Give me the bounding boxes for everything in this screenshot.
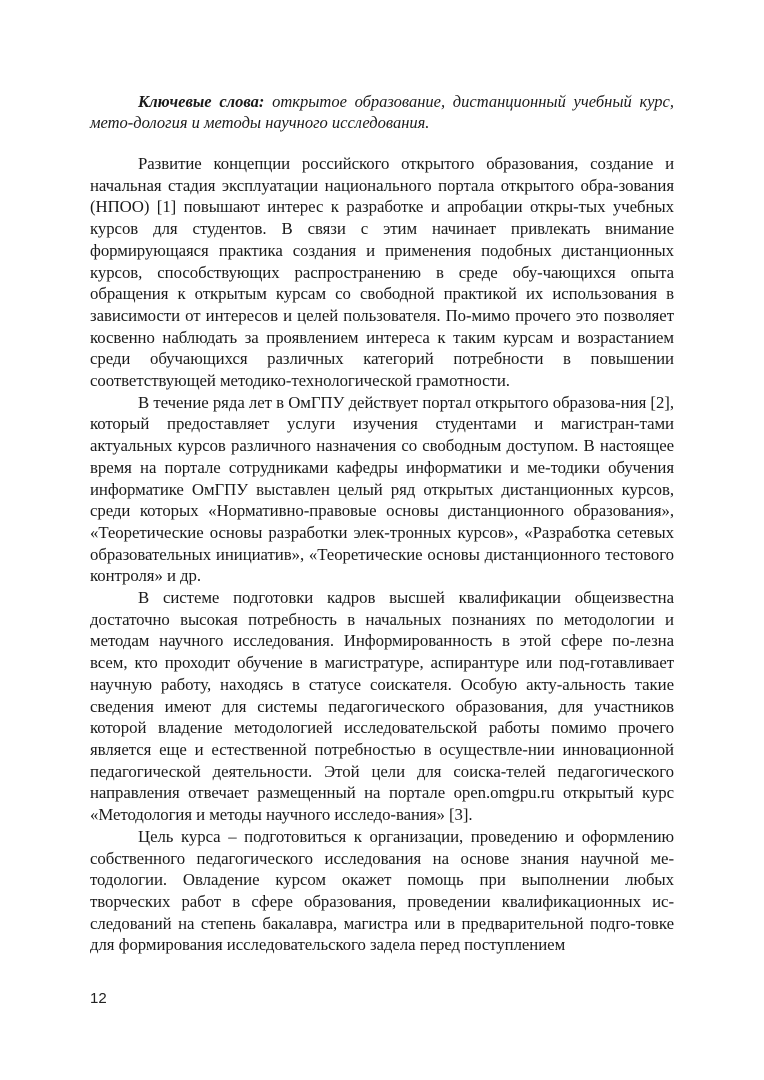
paragraph-1: Развитие концепции российского открытого образования, создание и начальная стадия эксплуатации национального портала открытого обра-зования (НПОО) [1] повышают интерес к разработке и апробации откры-тых учебных курсов для студентов. В связи с этим начинает привлекать внимание формирующаяся практика создания и применения подобных дистанционных курсов, способствующих распространению в среде обу-чающихся опыта обращения к открытым курсам со свободной практикой их использования в зависимости от интересов и целей пользователя. По-мимо прочего это позволяет косвенно наблюдать за проявлением интереса к таким курсам и возрастанием среди обучающихся различных категорий потребности в повышении соответствующей методико-технологической грамотности. <box>90 154 674 391</box>
keywords-text: открытое образование, дистанционный учебный курс, мето-дология и методы научного исследования. <box>90 92 674 132</box>
keywords-line <box>90 92 674 133</box>
paragraph-2: В течение ряда лет в ОмГПУ действует портал открытого образова-ния [2], который предоставляет услуги изучения студентами и магистран-тами актуальных курсов различного назначения со свободным доступом. В настоящее время на портале сотрудниками кафедры информатики и ме-тодики обучения информатике ОмГПУ выставлен целый ряд открытых дистанционных курсов, среди которых «Нормативно-правовые основы дистанционного образования», «Теоретические основы разработки элек-тронных курсов», «Разработка сетевых образовательных инициатив», «Теоретические основы дистанционного тестового контроля» и др. <box>90 392 674 586</box>
page-content <box>90 92 674 956</box>
page-number: 12 <box>90 990 107 1007</box>
paragraph-3: В системе подготовки кадров высшей квалификации общеизвестна достаточно высокая потребность в начальных познаниях по методологии и методам научного исследования. Информированность в этой сфере по-лезна всем, кто проходит обучение в магистратуре, аспирантуре или под-готавливает научную работу, находясь в статусе соискателя. Особую акту-альность такие сведения имеют для системы педагогического образования, для участников которой владение методологией исследовательской работы помимо прочего является еще и естественной потребностью в осуществле-нии инновационной педагогической деятельности. Этой цели для соиска-телей педагогического направления отвечает размещенный на портале open.omgpu.ru открытый курс «Методология и методы научного исследо-вания» [3]. <box>90 588 674 825</box>
keywords-label: Ключевые слова: <box>138 92 265 111</box>
paragraph-4: Цель курса – подготовиться к организации, проведению и оформлению собственного педагогического исследования на основе знания научной ме-тодологии. Овладение курсом окажет помощь при выполнении любых творческих работ в сфере образования, проведении квалификационных ис-следований на степень бакалавра, магистра или в предварительной подго-товке для формирования исследовательского задела перед поступлением <box>90 826 674 955</box>
